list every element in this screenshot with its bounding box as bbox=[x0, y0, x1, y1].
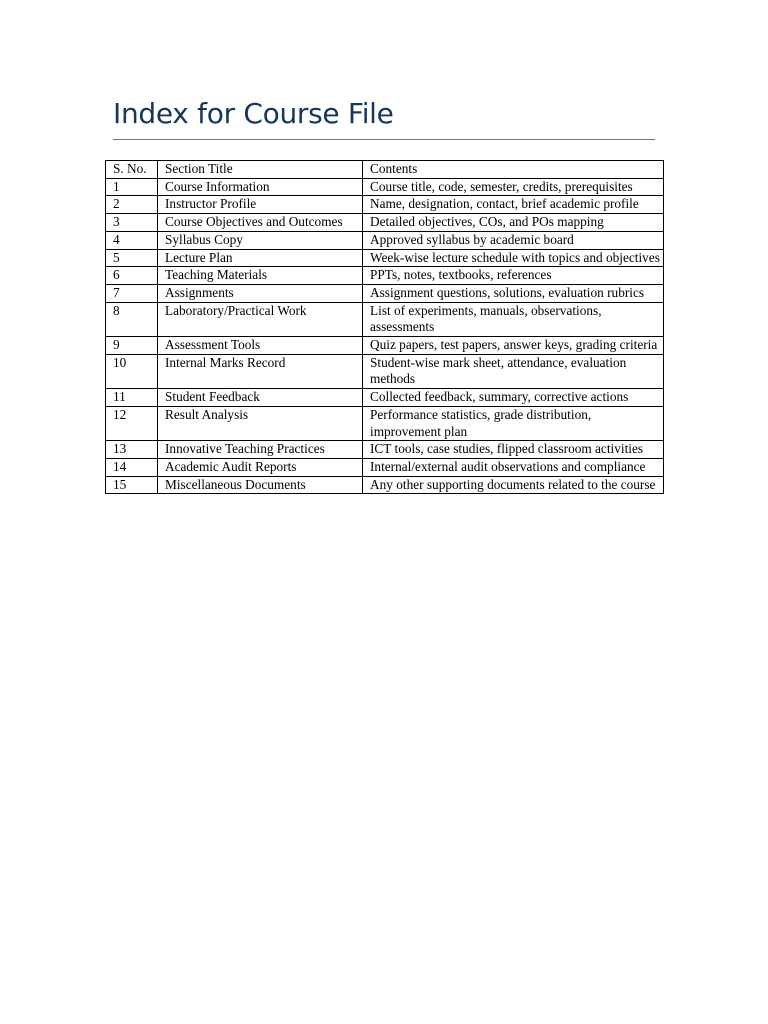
cell-sno: 15 bbox=[106, 476, 158, 494]
table-row bbox=[106, 231, 664, 249]
cell-section-title: Assignments bbox=[158, 284, 363, 302]
cell-section-title: Result Analysis bbox=[158, 406, 363, 440]
table-row bbox=[106, 476, 664, 494]
cell-section-title: Instructor Profile bbox=[158, 196, 363, 214]
cell-contents: Week-wise lecture schedule with topics and objectives bbox=[363, 249, 664, 267]
cell-sno: 8 bbox=[106, 302, 158, 336]
cell-section-title: Syllabus Copy bbox=[158, 231, 363, 249]
cell-section-title: Lecture Plan bbox=[158, 249, 363, 267]
cell-section-title: Academic Audit Reports bbox=[158, 458, 363, 476]
cell-section-title: Course Information bbox=[158, 178, 363, 196]
course-file-index-table bbox=[105, 160, 664, 494]
cell-sno: 12 bbox=[106, 406, 158, 440]
header-sno: S. No. bbox=[106, 161, 158, 179]
cell-sno: 11 bbox=[106, 389, 158, 407]
table-row bbox=[106, 267, 664, 285]
table-header-row bbox=[106, 161, 664, 179]
cell-contents: Name, designation, contact, brief academic profile bbox=[363, 196, 664, 214]
cell-section-title: Course Objectives and Outcomes bbox=[158, 214, 363, 232]
cell-contents: Student-wise mark sheet, attendance, evaluation methods bbox=[363, 354, 664, 388]
cell-section-title: Internal Marks Record bbox=[158, 354, 363, 388]
cell-sno: 6 bbox=[106, 267, 158, 285]
table-row bbox=[106, 441, 664, 459]
cell-sno: 1 bbox=[106, 178, 158, 196]
header-section-title: Section Title bbox=[158, 161, 363, 179]
table-row bbox=[106, 389, 664, 407]
cell-section-title: Laboratory/Practical Work bbox=[158, 302, 363, 336]
cell-sno: 5 bbox=[106, 249, 158, 267]
cell-sno: 10 bbox=[106, 354, 158, 388]
cell-section-title: Student Feedback bbox=[158, 389, 363, 407]
cell-section-title: Innovative Teaching Practices bbox=[158, 441, 363, 459]
cell-contents: Assignment questions, solutions, evaluation rubrics bbox=[363, 284, 664, 302]
cell-section-title: Assessment Tools bbox=[158, 337, 363, 355]
cell-sno: 2 bbox=[106, 196, 158, 214]
table-row bbox=[106, 196, 664, 214]
cell-contents: Approved syllabus by academic board bbox=[363, 231, 664, 249]
table-row bbox=[106, 284, 664, 302]
cell-section-title: Miscellaneous Documents bbox=[158, 476, 363, 494]
table-row bbox=[106, 458, 664, 476]
cell-sno: 7 bbox=[106, 284, 158, 302]
cell-section-title: Teaching Materials bbox=[158, 267, 363, 285]
table-row bbox=[106, 406, 664, 440]
cell-contents: Any other supporting documents related to the course bbox=[363, 476, 664, 494]
table-row bbox=[106, 337, 664, 355]
table-row bbox=[106, 354, 664, 388]
cell-contents: Internal/external audit observations and compliance bbox=[363, 458, 664, 476]
cell-sno: 14 bbox=[106, 458, 158, 476]
table-row bbox=[106, 302, 664, 336]
table-row bbox=[106, 249, 664, 267]
cell-sno: 3 bbox=[106, 214, 158, 232]
cell-sno: 9 bbox=[106, 337, 158, 355]
cell-contents: Course title, code, semester, credits, prerequisites bbox=[363, 178, 664, 196]
cell-contents: PPTs, notes, textbooks, references bbox=[363, 267, 664, 285]
cell-contents: List of experiments, manuals, observations, assessments bbox=[363, 302, 664, 336]
header-contents: Contents bbox=[363, 161, 664, 179]
cell-sno: 13 bbox=[106, 441, 158, 459]
cell-sno: 4 bbox=[106, 231, 158, 249]
table-row bbox=[106, 178, 664, 196]
cell-contents: Quiz papers, test papers, answer keys, grading criteria bbox=[363, 337, 664, 355]
cell-contents: Performance statistics, grade distribution, improvement plan bbox=[363, 406, 664, 440]
page-title: Index for Course File bbox=[113, 97, 394, 130]
table-row bbox=[106, 214, 664, 232]
title-underline bbox=[113, 139, 655, 140]
cell-contents: Detailed objectives, COs, and POs mapping bbox=[363, 214, 664, 232]
cell-contents: Collected feedback, summary, corrective actions bbox=[363, 389, 664, 407]
cell-contents: ICT tools, case studies, flipped classroom activities bbox=[363, 441, 664, 459]
